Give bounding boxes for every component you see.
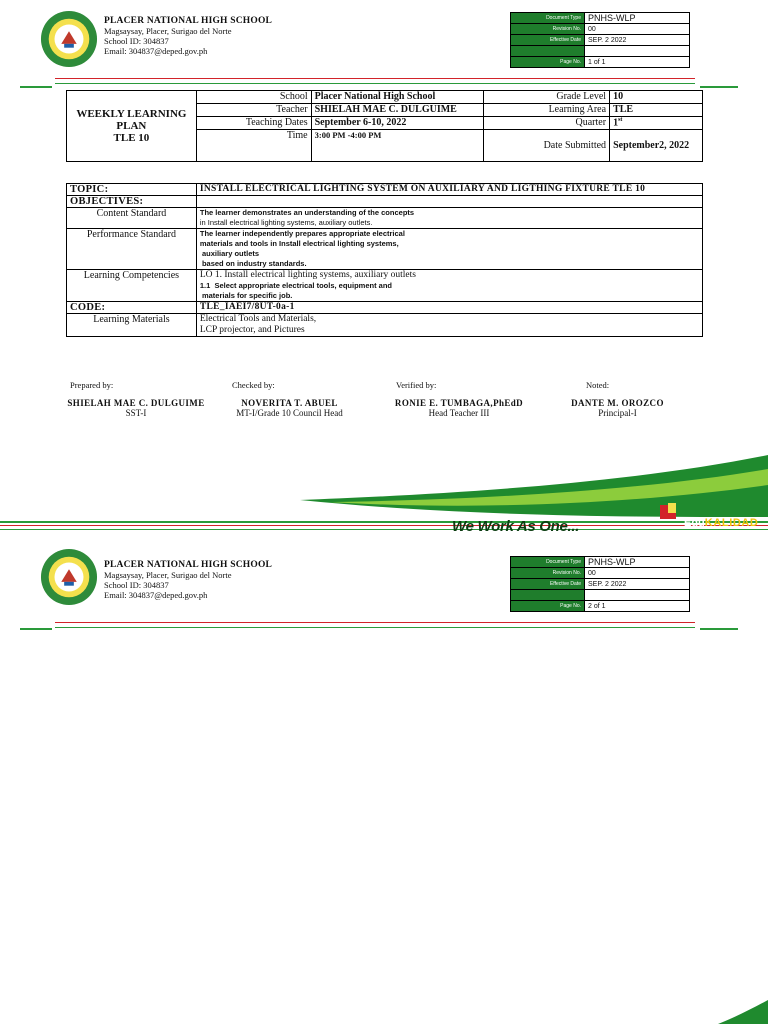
performance-standard-label: Performance Standard (67, 229, 197, 270)
learning-competencies-label: Learning Competencies (67, 270, 197, 302)
header-rule-green (55, 83, 695, 84)
checked-position: MT-I/Grade 10 Council Head (236, 408, 343, 418)
learning-area-label: Learning Area (484, 104, 610, 117)
wlp-title-line-3: TLE 10 (113, 132, 150, 144)
performance-standard-value (196, 229, 702, 270)
page-no-value: 1 of 1 (585, 57, 690, 68)
effective-date-value: SEP. 2 2022 (585, 35, 690, 46)
objectives-table (66, 183, 703, 337)
time-value: 3:00 PM -4:00 PM (311, 130, 484, 162)
page-2 (0, 540, 768, 1024)
page-no-value-2: 2 of 1 (585, 601, 690, 612)
header-rule-green-right (700, 86, 738, 88)
school-email-2: Email: 304837@deped.gov.ph (104, 590, 208, 600)
school-id: School ID: 304837 (104, 36, 169, 46)
prepared-name: SHIELAH MAE C. DULGUIME (67, 398, 205, 408)
date-submitted-value: September2, 2022 (610, 130, 703, 162)
prepared-by-caption: Prepared by: (70, 380, 114, 390)
teacher-value: SHIELAH MAE C. DULGUIME (311, 104, 484, 117)
verified-signatory (384, 398, 534, 418)
competencies-line-2: 1.1 Select appropriate electrical tools, equipment and (199, 281, 392, 290)
date-submitted-label: Date Submitted (484, 130, 610, 162)
brand-edu: Edu (684, 517, 705, 529)
learning-materials-value (196, 314, 702, 337)
effective-date-label-2: Effective Date (511, 579, 585, 590)
learning-area-value: TLE (610, 104, 703, 117)
teacher-label: Teacher (196, 104, 311, 117)
school-address-2: Magsaysay, Placer, Surigao del Norte (104, 570, 232, 580)
learning-materials-label: Learning Materials (67, 314, 197, 337)
effective-date-label: Effective Date (511, 35, 585, 46)
quarter-suffix: st (618, 117, 623, 123)
document-info-table-2 (510, 556, 690, 612)
wlp-title (67, 91, 197, 162)
objectives-label: OBJECTIVES: (67, 196, 197, 208)
prepared-position: SST-I (125, 408, 147, 418)
doc-type-label: Document Type (511, 13, 585, 24)
school-info (104, 16, 272, 56)
code-label: CODE: (67, 302, 197, 314)
header-rule-green-right-2 (700, 628, 738, 630)
revision-label: Revision No. (511, 24, 585, 35)
performance-standard-line-1: The learner independently prepares appropriate electrical (199, 229, 405, 238)
learning-competencies-value (196, 270, 702, 302)
doc-type-value: PNHS-WLP (585, 13, 690, 24)
school-info-2 (104, 560, 272, 600)
content-standard-line-1: The learner demonstrates an understanding of the concepts (199, 208, 415, 217)
verified-by-caption: Verified by: (396, 380, 437, 390)
content-standard-label: Content Standard (67, 208, 197, 229)
teaching-dates-label: Teaching Dates (196, 117, 311, 130)
performance-standard-line-2: materials and tools in Install electrical lighting systems, (199, 239, 399, 248)
topic-label: TOPIC: (67, 184, 197, 196)
school-seal-logo (40, 10, 98, 68)
objectives-value (196, 196, 702, 208)
competencies-line-1: LO 1. Install electrical lighting systems, auxiliary outlets (199, 270, 416, 280)
competencies-line-3: materials for specific job. (199, 291, 293, 300)
header-rule-red-2 (55, 622, 695, 623)
revision-label-2: Revision No. (511, 568, 585, 579)
edukalidad-brand (684, 517, 758, 529)
noted-position: Principal-I (598, 408, 637, 418)
doc-type-label-2: Document Type (511, 557, 585, 568)
code-value: TLE_IAEI7/8UT-0a-1 (196, 302, 702, 314)
school-email: Email: 304837@deped.gov.ph (104, 46, 208, 56)
verified-name: RONIE E. TUMBAGA,PhEdD (394, 398, 524, 408)
school-label: School (196, 91, 311, 104)
header-rule-green-2 (55, 627, 695, 628)
prepared-signatory (66, 398, 206, 418)
teaching-dates-value: September 6-10, 2022 (311, 117, 484, 130)
grade-level-value: 10 (610, 91, 703, 104)
page-no-label: Page No. (511, 57, 585, 68)
content-standard-line-2: in Install electrical lighting systems, auxiliary outlets. (199, 218, 373, 227)
blank-value (585, 46, 690, 57)
wlp-info-table (66, 90, 703, 162)
verified-position: Head Teacher III (428, 408, 490, 418)
checked-by-caption: Checked by: (232, 380, 275, 390)
header-rule-green-left (20, 86, 52, 88)
effective-date-value-2: SEP. 2 2022 (585, 579, 690, 590)
school-name: PLACER NATIONAL HIGH SCHOOL (104, 16, 273, 26)
document-info-table (510, 12, 690, 68)
blank-label (511, 46, 585, 57)
doc-type-value-2: PNHS-WLP (585, 557, 690, 568)
noted-signatory (560, 398, 675, 418)
footer-swoosh-graphic (0, 455, 768, 545)
page-no-label-2: Page No. (511, 601, 585, 612)
performance-standard-line-4: based on industry standards. (199, 259, 307, 268)
checked-signatory (222, 398, 357, 418)
brand-kalidad: KALIDAD (704, 517, 759, 529)
quarter-label: Quarter (484, 117, 610, 130)
school-address: Magsaysay, Placer, Surigao del Norte (104, 26, 232, 36)
performance-standard-line-3: auxiliary outlets (199, 249, 260, 258)
corner-swoosh-graphic (718, 1000, 768, 1024)
content-standard-value (196, 208, 702, 229)
checked-name: NOVERITA T. ABUEL (241, 398, 338, 408)
school-value: Placer National High School (311, 91, 484, 104)
revision-value: 00 (585, 24, 690, 35)
materials-line-1: Electrical Tools and Materials, (199, 314, 317, 324)
noted-name: DANTE M. OROZCO (571, 398, 664, 408)
school-name-2: PLACER NATIONAL HIGH SCHOOL (104, 560, 273, 570)
header-rule-green-left-2 (20, 628, 52, 630)
slogan-text: We Work As One... (452, 518, 580, 535)
blank-value-2 (585, 590, 690, 601)
header-rule-red (55, 78, 695, 79)
wlp-title-line-1: WEEKLY LEARNING (76, 108, 187, 120)
school-id-2: School ID: 304837 (104, 580, 169, 590)
wlp-title-line-2: PLAN (116, 120, 147, 132)
blank-label-2 (511, 590, 585, 601)
school-seal-logo-2 (40, 548, 98, 606)
noted-caption: Noted: (586, 380, 610, 390)
grade-level-label: Grade Level (484, 91, 610, 104)
quarter-number: 1 (613, 117, 619, 129)
time-label: Time (196, 130, 311, 162)
quarter-value (610, 117, 703, 130)
materials-line-2: LCP projector, and Pictures (199, 325, 305, 335)
revision-value-2: 00 (585, 568, 690, 579)
topic-value: INSTALL ELECTRICAL LIGHTING SYSTEM ON AUXILIARY AND LIGTHING FIXTURE TLE 10 (196, 184, 702, 196)
